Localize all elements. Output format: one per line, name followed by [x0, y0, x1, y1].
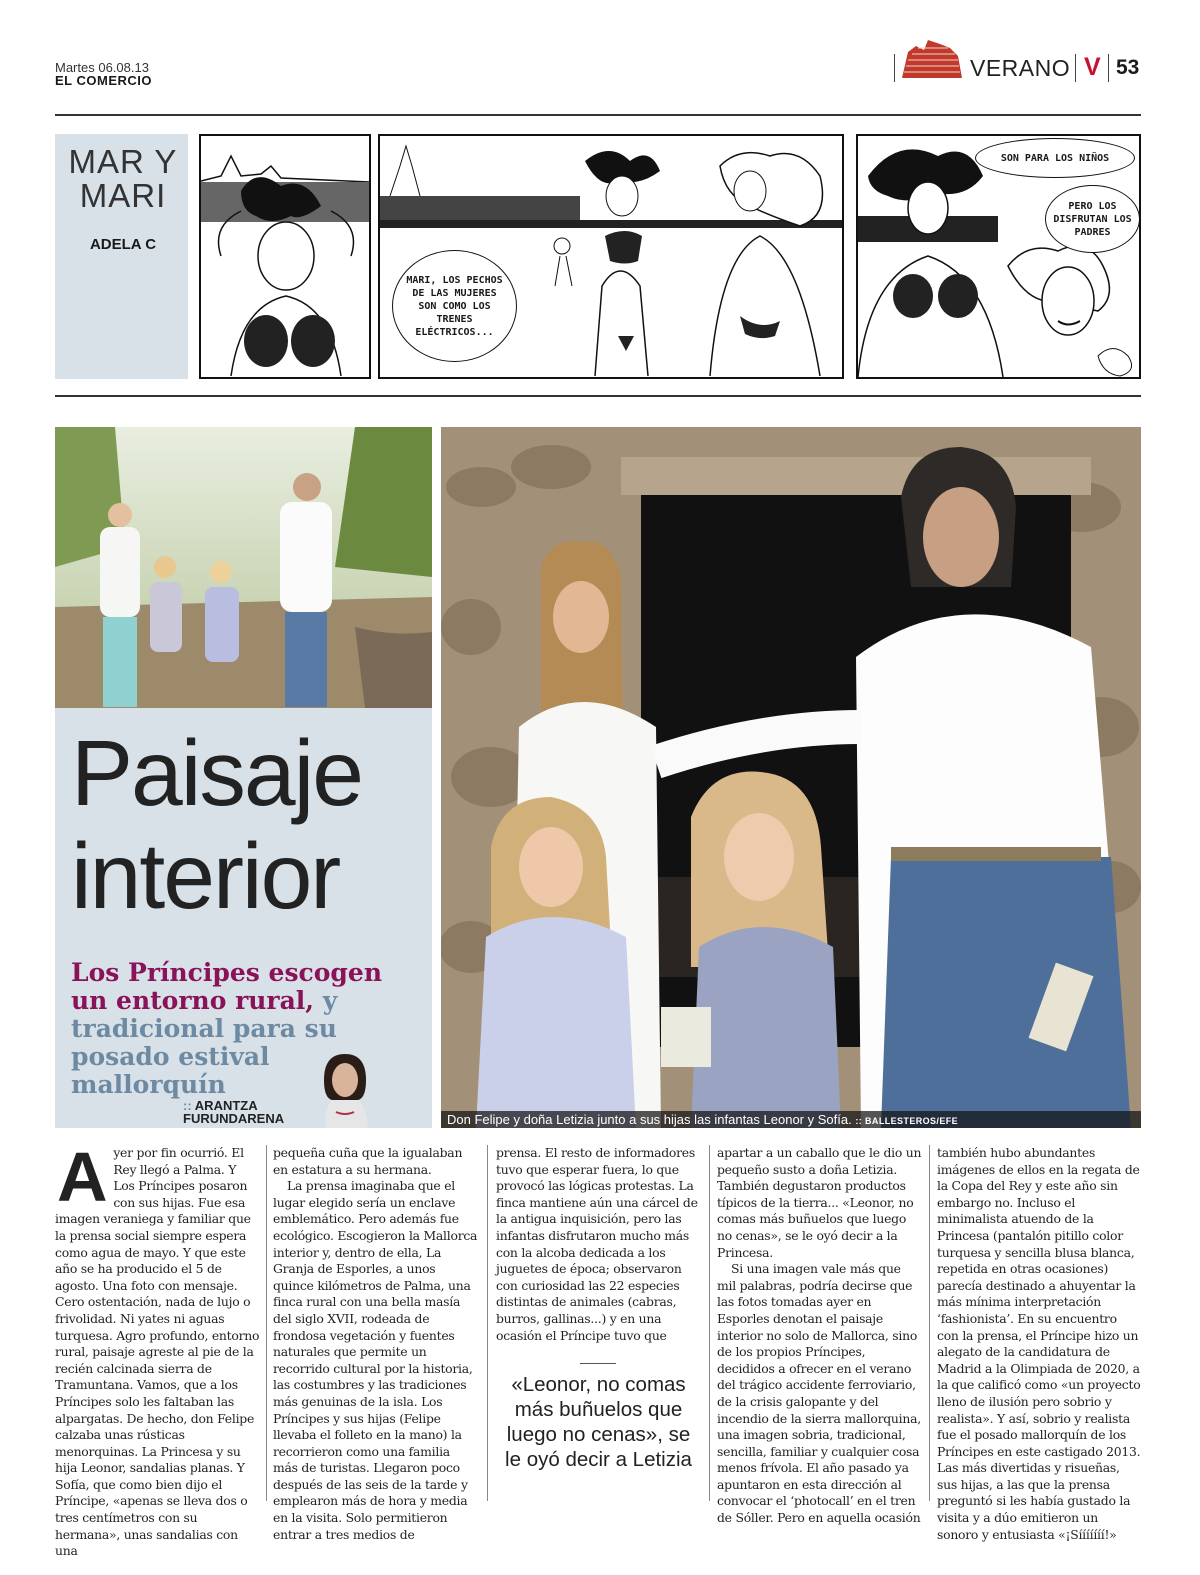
comic-panel-1	[199, 134, 371, 379]
article-column-5	[937, 1145, 1142, 1543]
column-text: apartar a un caballo que le dio un pequeño susto a doña Letizia. También degustaron productos típicos de la tierra... «Leonor, no comas más buñuelos que luego no cenas», se le oyó decir a la Princesa.	[717, 1145, 922, 1260]
photo-credit-name: BALLESTEROS/EFE	[865, 1116, 959, 1126]
comic-author: ADELA C	[89, 236, 157, 253]
drop-cap: A	[57, 1138, 108, 1216]
author-portrait-photo	[300, 1050, 390, 1128]
photo-credit: :: BALLESTEROS/EFE	[855, 1116, 959, 1126]
byline: :: ARANTZA FURUNDARENA	[183, 1098, 285, 1126]
speech-balloon: MARI, LOS PECHOS DE LAS MUJERES SON COMO LOS TRENES ELÉCTRICOS...	[392, 250, 517, 362]
family-portrait-photo	[441, 427, 1141, 1128]
column-text: prensa. El resto de informadores tuvo que esperar fuera, lo que provocó las lógicas protestas. La finca mantiene aún una cárcel de la antigua inquisición, pero las infantas disfrutaron mucho más con la alcoba dedicada a los juguetes de época; observaron con curiosidad las 22 especies distintas de animales (cabras, burros, gallinas...) y en una ocasión el Príncipe tuvo que	[496, 1145, 698, 1343]
column-text: yer por fin ocurrió. El Rey llegó a Palma. Y Los Príncipes posaron con sus hijas. Fue esa imagen veraniega y familiar que la prensa social siempre espera como agua de mayo. Y que este año se ha producido el 5 de agosto. Una foto con mensaje. Cero ostentación, nada de lujo o frivolidad. Ni yates ni aguas turquesa. Agro profundo, entorno rural, paisaje agreste al pie de la recién calcinada sierra de Tramuntana. Vamos, que a los Príncipes solo les faltaban las alpargatas. De hecho, don Felipe calzaba unas rústicas menorquinas. La Princesa y su hija Leonor, sandalias planas. Y Sofía, que como bien dijo el Príncipe, «apenas se lleva dos o tres centímetros con su hermana», unas sandalias con una	[55, 1145, 260, 1559]
page-number: 53	[1116, 56, 1140, 79]
column-text: La prensa imaginaba que el lugar elegido sería un enclave emblemático. Pero además fue ecológico. Escogieron la Mallorca interior y, dentro de ella, La Granja de Esporles, a unos quince kilómetros de Palma, una finca rural con una bella masía del siglo XVII, rodeada de frondosa vegetación y fuentes naturales que permite un recorrido cultural por la historia, las costumbres y las tradiciones más genuinas de la isla. Los Príncipes y sus hijas (Felipe llevaba el folleto en la mano) la recorrieron como una familia más de turistas. Llegaron poco después de las seis de la tarde y emplearon más de hora y media en la visita. Solo permitieron entrar a tres medios de	[273, 1178, 478, 1542]
headline: Paisaje interior	[71, 721, 363, 928]
comic-title: MAR Y MARI	[68, 143, 178, 214]
header-divider	[1108, 54, 1109, 82]
speech-balloon: PERO LOS DISFRUTAN LOS PADRES	[1045, 185, 1140, 253]
family-walking-photo	[55, 427, 432, 708]
section-logo-icon	[898, 38, 966, 80]
speech-balloon: SON PARA LOS NIÑOS	[975, 138, 1135, 178]
comic-drawing-1	[201, 136, 369, 377]
section-mark: V	[1084, 53, 1101, 81]
byline-last-name: FURUNDARENA	[183, 1111, 285, 1126]
column-divider	[487, 1145, 488, 1501]
article-column-2	[273, 1145, 478, 1543]
column-text: también hubo abundantes imágenes de ellos en la regata de la Copa del Rey y este año sin embargo no. Incluso el minimalista atuendo de la Princesa (pantalón pitillo color turquesa y sencilla blusa blanca, repetida en otras ocasiones) parecía destinado a ahuyentar la más mínima interpretación ‘fashionista’. En su encuentro con la prensa, el Príncipe hizo un alegato de la candidatura de Madrid a la Olimpiada de 2020, a la que calificó como «un proyecto lleno de ilusión pero sobrio y realista». Y así, sobrio y realista fue el posado mallorquín de los Príncipes en este castigado 2013. Las más divertidas y risueñas, sus hijas, a las que la prensa preguntó si les había gustado la visita y a dúo emitieron un sonoro y entusiasta «¡Sííííííí!»	[937, 1145, 1141, 1542]
column-divider	[929, 1145, 930, 1501]
article-column-1	[55, 1138, 260, 1560]
column-divider	[266, 1145, 267, 1501]
header-divider	[1075, 54, 1076, 82]
pull-quote: «Leonor, no comas más buñuelos que luego no cenas», se le oyó decir a Letizia	[505, 1373, 692, 1471]
column-divider	[709, 1145, 710, 1501]
article-column-3	[496, 1145, 701, 1344]
subhead-rest: y tradicional para su posado estival mallorquín	[71, 986, 338, 1099]
pull-quote-rule	[580, 1363, 616, 1364]
section-name: VERANO	[970, 55, 1071, 81]
caption-text: Don Felipe y doña Letizia junto a sus hijas las infantas Leonor y Sofía.	[447, 1112, 852, 1127]
issue-date: Martes 06.08.13	[55, 60, 149, 75]
article-column-4	[717, 1145, 922, 1527]
comic-bottom-rule	[55, 395, 1141, 397]
photo-caption	[441, 1111, 1141, 1128]
top-rule	[55, 114, 1141, 116]
header-divider	[894, 54, 895, 82]
subhead-highlight: Los Príncipes escogen un entorno rural,	[71, 958, 382, 1015]
byline-first-name: ARANTZA	[194, 1098, 258, 1113]
column-text: Si una imagen vale más que mil palabras, podría decirse que las fotos tomadas ayer en Esporles denotan el paisaje interior no solo de Mallorca, sino de los propios Príncipes, decididos a ofrecer en el verano del trágico accidente ferroviario, de la crisis galopante y del incendio de la sierra mallorquina, una imagen sobria, tradicional, sencilla, familiar y cualquier cosa menos frívola. El año pasado ya apuntaron en esta dirección al convocar el ‘photocall’ en el tren de Sóller. Pero en aquella ocasión	[717, 1261, 921, 1526]
column-text: pequeña cuña que la igualaban en estatura a su hermana.	[273, 1145, 463, 1177]
newspaper-name: EL COMERCIO	[55, 73, 152, 88]
